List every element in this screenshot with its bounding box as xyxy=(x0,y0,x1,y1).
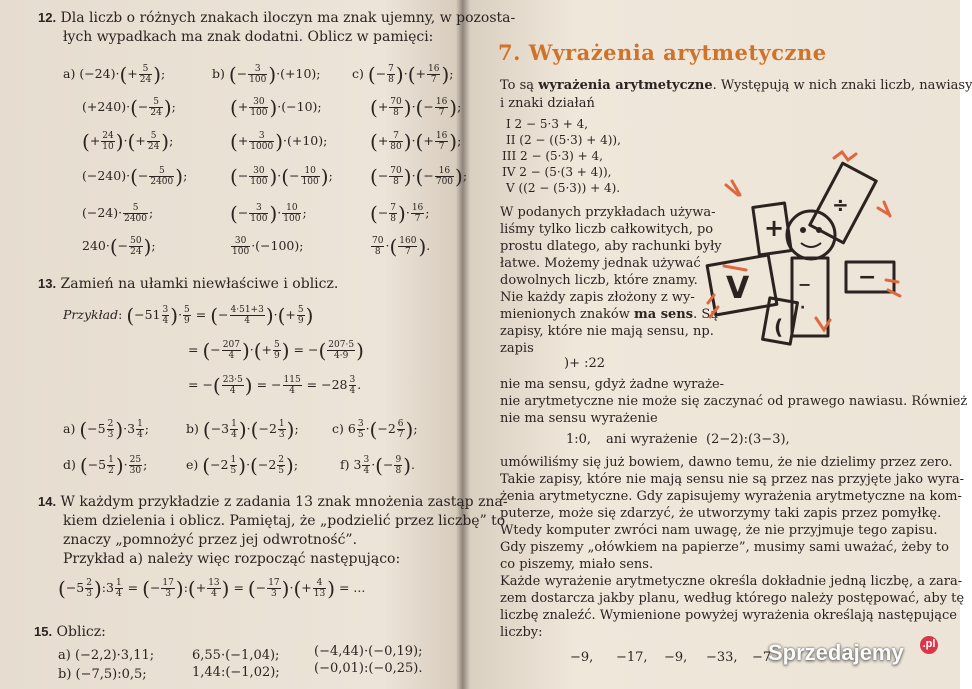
ex12-a2: (+240)·(− $\frac{5}{24}$ ); xyxy=(82,95,176,120)
ex12-c5: (− $\frac{7}{8}$ )· $\frac{16}{7}$ ; xyxy=(370,201,430,226)
ex13-header xyxy=(38,276,338,292)
ex15-number: 15. xyxy=(34,624,53,639)
para3-line5: Wtedy komputer zwróci nam uwagę, że nie przyjmuje tego zapisu. xyxy=(500,523,938,538)
ex14-line3: znaczy „pomnożyć przez jej odwrotność”. xyxy=(63,532,358,548)
ex12-c4: (− $\frac{70}{8}$ )·(− $\frac{16}{700}$ ); xyxy=(370,164,468,189)
watermark-badge: .pl xyxy=(920,636,938,654)
expr-connector: ani wyrażenie xyxy=(606,432,698,447)
ex12-b4: (− $\frac{30}{100}$ )·(− $\frac{10}{100}$ ); xyxy=(230,164,333,189)
ex15-a2: 6,55·(−1,04); xyxy=(192,648,280,663)
expression-5: V ((2 − (5·3)) + 4). xyxy=(506,181,621,195)
ex12-c3: (+ $\frac{7}{80}$ )·(+ $\frac{16}{7}$ ); xyxy=(370,129,462,154)
para3-line1: umówiliśmy się już bowiem, dawno temu, że nie dzielimy przez zero. xyxy=(500,455,953,470)
ex13-f: f) 3 $\frac{3}{4}$ ·(− $\frac{9}{8}$ ). xyxy=(340,453,415,478)
para3-line10: liczbę znaleźć. Wymienione powyżej wyrażenia określają następujące xyxy=(500,608,957,623)
result-4: −33, xyxy=(706,650,738,665)
para1-line2: liśmy tylko liczb całkowitych, po xyxy=(500,222,714,237)
ex12-text2: łych wypadkach ma znak dodatni. Oblicz w pamięci: xyxy=(63,29,434,45)
ex13-example-line1: Przykład: (−51 $\frac{3}{4}$ )· $\frac{5}{9}$ = (− $\frac{4\cdot 51+3}{4}$ )·(+ $\frac{5}{9}$ ) xyxy=(63,303,314,328)
right-page xyxy=(466,0,972,689)
para3-line9: zem dostarcza jakby planu, według którego należy postępować, aby tę xyxy=(500,591,965,606)
ex12-a3: (+ $\frac{24}{10}$ )·(+ $\frac{5}{24}$ ); xyxy=(82,129,174,154)
ex12-a5: (−24)· $\frac{5}{2400}$ ; xyxy=(82,203,154,224)
para3-line4: puterze, może się zdarzyć, że utworzymy taki zapis przez pomyłkę. xyxy=(500,506,942,521)
para3-line11: liczby: xyxy=(500,625,543,640)
intro-line2: i znaki działań xyxy=(500,96,595,111)
para3-line7: co piszemy, miało sens. xyxy=(500,557,654,572)
svg-text:÷: ÷ xyxy=(832,193,849,217)
ex15-b3: (−0,01):(−0,25). xyxy=(314,661,423,676)
ex13-text: Zamień na ułamki niewłaściwe i oblicz. xyxy=(60,276,339,292)
ex14-line4: Przykład a) należy więc rozpocząć następująco: xyxy=(63,551,401,567)
para1-line5: dowolnych liczb, które znamy. xyxy=(500,273,698,288)
ex12-b5: (− $\frac{3}{100}$ )· $\frac{10}{100}$ ; xyxy=(230,201,307,226)
ex12-text1: Dla liczb o różnych znakach iloczyn ma znak ujemny, w pozosta- xyxy=(60,10,516,26)
svg-text:(: ( xyxy=(774,315,784,339)
zero-div-expr: 1:0, xyxy=(566,432,592,447)
character-body xyxy=(792,258,828,336)
ex15-title: Oblicz: xyxy=(56,624,106,640)
ex15-a3: (−4,44)·(−0,19); xyxy=(314,644,423,659)
expression-3: III 2 − (5·3) + 4, xyxy=(502,149,603,163)
svg-text:+: + xyxy=(764,214,785,242)
expression-character-illustration xyxy=(706,150,906,350)
para1-line9: zapis xyxy=(500,341,534,356)
ex12-b3: (+ $\frac{3}{1000}$ )·(+10); xyxy=(230,129,328,154)
result-5: −7 xyxy=(752,650,772,665)
ex12-c6: $\frac{70}{8}$ ·( $\frac{160}{7}$ ). xyxy=(372,234,431,259)
ex12-line1 xyxy=(38,10,515,26)
ex13-b: b) (−3 $\frac{1}{4}$ )·(−2 $\frac{1}{3}$ ); xyxy=(186,417,299,442)
ex13-example-line3: = −( $\frac{23\cdot 5}{4}$ ) = − $\frac{115}{4}$ = −28 $\frac{3}{4}$ . xyxy=(188,373,362,398)
para1-line7: mienionych znaków ma sens. Są xyxy=(500,307,718,322)
result-2: −17, xyxy=(616,650,648,665)
ex12-c2: (+ $\frac{70}{8}$ )·(− $\frac{16}{7}$ ); xyxy=(370,95,462,120)
ex12-b1: b) (− $\frac{3}{100}$ )·(+10); xyxy=(212,62,321,87)
ex15-a1: a) (−2,2)·3,11; xyxy=(58,648,155,663)
ex15-b1: b) (−7,5):0,5; xyxy=(58,667,147,682)
ex12-a4: (−240)·(− $\frac{5}{2400}$ ); xyxy=(82,164,188,189)
ex15-b2: 1,44:(−1,02); xyxy=(192,665,280,680)
para3-line6: Gdy piszemy „ołówkiem na papierze”, musimy sami uważać, żeby to xyxy=(500,540,949,555)
para1-line1: W podanych przykładach używa- xyxy=(500,205,716,220)
ex12-a1: a) (−24)·(+ $\frac{5}{24}$ ); xyxy=(63,62,166,87)
ex14-example: (−5 $\frac{2}{3}$ ):3 $\frac{1}{4}$ = (− $\frac{17}{3}$ ):(+ $\frac{13}{4}$ ) = (− $\frac{17}{3}$ )·(+ $\frac{4}{13}$ ) = ... xyxy=(58,576,366,601)
ex13-example-line2: = (− $\frac{207}{4}$ )·(+ $\frac{5}{9}$ ) = −( $\frac{207\cdot 5}{4\cdot 9}$ ) xyxy=(188,338,364,363)
svg-text:−: − xyxy=(858,265,877,290)
ex13-d: d) (−5 $\frac{1}{2}$ )· $\frac{25}{30}$ ; xyxy=(63,453,148,478)
result-3: −9, xyxy=(664,650,688,665)
svg-text:−: − xyxy=(798,275,812,294)
bad-expression: )+ :22 xyxy=(564,356,606,371)
para3-line3: żenia arytmetyczne. Gdy zapisujemy wyrażenia arytmetyczne na kom- xyxy=(500,489,962,504)
section-title: 7. Wyrażenia arytmetyczne xyxy=(498,40,827,65)
svg-text:·: · xyxy=(800,300,806,316)
ex12-number: 12. xyxy=(38,10,57,25)
para3-line2: Takie zapisy, które nie mają sensu nie są przez nas przyjęte jako wyra- xyxy=(500,472,964,487)
ex12-c1: c) (− $\frac{7}{8}$ )·(+ $\frac{16}{7}$ ); xyxy=(352,62,454,87)
para2-line3: nie ma sensu wyrażenie xyxy=(500,411,658,426)
para2-line1: nie ma sensu, gdyż żadne wyraże- xyxy=(500,377,725,392)
para1-line3: prostu dlatego, aby rachunki były xyxy=(500,239,722,254)
ex15-header xyxy=(34,624,106,640)
expression-4: IV 2 − (5·(3 + 4)), xyxy=(502,165,612,179)
ex13-number: 13. xyxy=(38,276,57,291)
ex13-e: e) (−2 $\frac{1}{5}$ )·(−2 $\frac{2}{5}$ ); xyxy=(186,453,299,478)
zero-zero-expr: (2−2):(3−3), xyxy=(706,432,790,447)
ex12-b2: (+ $\frac{30}{100}$ )·(−10); xyxy=(230,95,322,120)
ex14-line2: kiem dzielenia i oblicz. Pamiętaj, że „podzielić przez liczbę” to xyxy=(63,513,506,529)
para1-line8: zapisy, które nie mają sensu, np. xyxy=(500,324,714,339)
para2-line2: nie arytmetyczne nie może się zaczynać od prawego nawiasu. Również xyxy=(500,394,968,409)
expression-1: I 2 − 5·3 + 4, xyxy=(506,117,589,131)
para3-line8: Każde wyrażenie arytmetyczne określa dokładnie jedną liczbę, a zara- xyxy=(500,574,963,589)
para1-line6: Nie każdy zapis złożony z wy- xyxy=(500,290,695,305)
watermark-logo: Sprzedajemy xyxy=(768,640,904,665)
ex13-a: a) (−5 $\frac{2}{3}$ )·3 $\frac{1}{4}$ ; xyxy=(63,417,150,442)
result-1: −9, xyxy=(570,650,594,665)
ex12-a6: 240·(− $\frac{50}{24}$ ); xyxy=(82,234,156,259)
ex13-c: c) 6 $\frac{3}{5}$ ·(−2 $\frac{6}{7}$ ); xyxy=(332,417,418,442)
ex14-line1: 14. W każdym przykładzie z zadania 13 znak mnożenia zastąp zna- xyxy=(38,494,508,510)
svg-text:V: V xyxy=(726,271,750,306)
expression-2: II (2 − ((5·3) + 4)), xyxy=(506,133,621,147)
intro-line1: To są wyrażenia arytmetyczne. Występują w nich znaki liczb, nawiasy xyxy=(500,78,972,93)
para1-line4: łatwe. Możemy jednak używać xyxy=(500,256,701,271)
ex14-number: 14. xyxy=(38,494,57,509)
ex12-b6: $\frac{30}{100}$ ·(−100); xyxy=(232,236,304,257)
